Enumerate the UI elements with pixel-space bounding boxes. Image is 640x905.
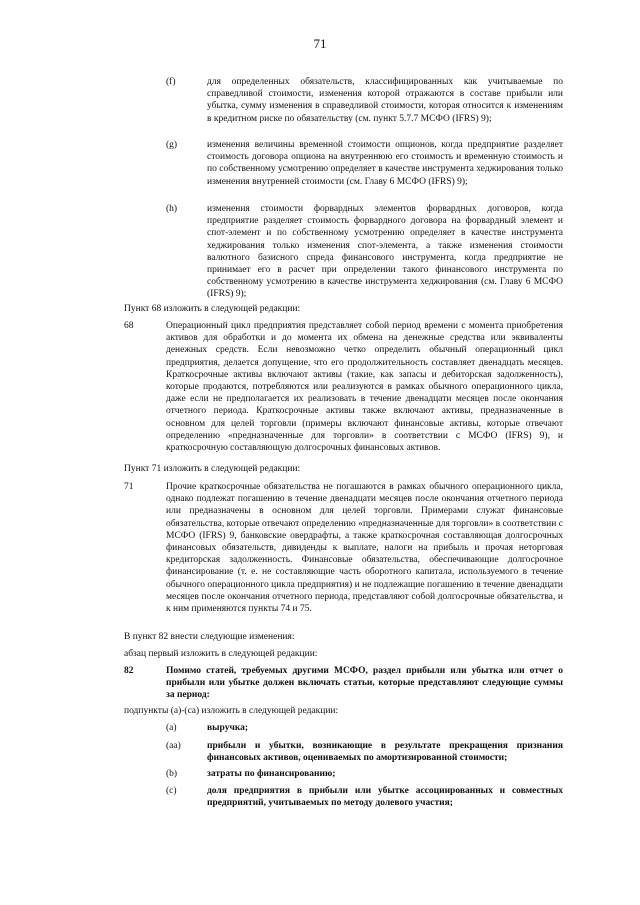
item-a-label: (a)	[166, 723, 177, 733]
para-71-number: 71	[124, 482, 134, 492]
para-68-number: 68	[124, 321, 134, 331]
item-b-label: (b)	[166, 769, 178, 779]
item-g-label: (g)	[166, 140, 178, 150]
para-68-text: Операционный цикл предприятия представляет собой период времени с момента приобретения активов для обработки и до момента их обмена на денежные средства или эквиваленты денежных средств. Если невозможно четко определить обычный операционный цикл предприятия, делается допущение, что его продолжительность составляет двенадцать месяцев. Краткосрочные активы включают активы (такие, как запасы и дебиторская задолженность), которые продаются, потребляются или реализуются в рамках обычного операционного цикла, даже если не предполагается их реализовать в течение двенадцати месяцев после окончания отчетного периода. Краткосрочные активы также включают активы, предназначенные в основном для целей торговли (примеры включают финансовые активы, которые отвечают определению «предназначенные для торговли» в соответствии с МСФО (IFRS) 9), и краткосрочную составляющую долгосрочных финансовых активов.	[166, 321, 563, 454]
item-c-text: доля предприятия в прибыли или убытке ассоциированных и совместных предприятий, учитываемых по методу долевого участия;	[207, 786, 563, 809]
instruction-82: В пункт 82 внести следующие изменения:	[124, 632, 295, 642]
para-71-text: Прочие краткосрочные обязательства не погашаются в рамках обычного операционного цикла, однако подлежат погашению в течение двенадцати месяцев после окончания отчетного периода или предназначены в основном для целей торговли. Примерами служат финансовые обязательства, которые отвечают определению «предназначенные для торговли» в соответствии с МСФО (IFRS) 9, банковские овердрафты, а также краткосрочная составляющая долгосрочных финансовых обязательств, дивиденды к выплате, налоги на прибыль и прочая неторговая кредиторская задолженность. Финансовые обязательства, обеспечивающие долгосрочное финансирование (т. е. не составляющие часть оборотного капитала, используемого в течение обычного операционного цикла предприятия) и не подлежащие погашению в течение двенадцати месяцев после окончания отчетного периода, представляют собой долгосрочные обязательства, и к ним применяются пункты 74 и 75.	[166, 482, 563, 615]
item-c-label: (c)	[166, 786, 177, 796]
para-82-number: 82	[124, 666, 134, 676]
item-f-label: (f)	[166, 77, 176, 87]
instruction-subitems: подпункты (a)-(ca) изложить в следующей редакции:	[124, 706, 339, 716]
instruction-82-first-paragraph: абзац первый изложить в следующей редакции:	[124, 649, 318, 659]
item-b-text: затраты по финансированию;	[207, 769, 336, 779]
item-g-text: изменения величины временной стоимости опционов, когда предприятие разделяет стоимость договора опциона на внутреннюю его стоимость и временную стоимость и по собственному усмотрению определяет в качестве инструмента хеджирования только изменения внутренней стоимости (см. Главу 6 МСФО (IFRS) 9);	[207, 140, 563, 187]
para-82-text: Помимо статей, требуемых другими МСФО, раздел прибыли или убытка или отчет о прибыли или убытке должен включать статьи, которые представляют следующие суммы за период:	[166, 666, 563, 701]
item-aa-text: прибыли и убытки, возникающие в результате прекращения признания финансовых активов, оцениваемых по амортизированной стоимости;	[207, 741, 563, 764]
item-h-text: изменения стоимости форвардных элементов форвардных договоров, когда предприятие разделяет стоимость форвардного договора на форвардный элемент и спот-элемент и по собственному усмотрению определяет в качестве инструмента хеджирования только изменения спот-элемента, а также изменения стоимости валютного базисного спреда финансового инструмента, когда предприятие не принимает его в расчет при определении такого финансового инструмента по собственному усмотрению в качестве инструмента хеджирования (см. Главу 6 МСФО (IFRS) 9);	[207, 204, 563, 300]
item-aa-label: (aa)	[166, 741, 181, 751]
instruction-71: Пункт 71 изложить в следующей редакции:	[124, 464, 301, 474]
item-a-text: выручка;	[207, 723, 249, 733]
instruction-68: Пункт 68 изложить в следующей редакции:	[124, 304, 301, 314]
item-f-text: для определенных обязательств, классифицированных как учитываемые по справедливой стоимости, изменения которой отражаются в составе прибыли или убытка, сумму изменения в справедливой стоимости, которая относится к изменениям в кредитном риске по обязательству (см. пункт 5.7.7 МСФО (IFRS) 9);	[207, 77, 563, 124]
item-h-label: (h)	[166, 204, 178, 214]
page-number: 71	[313, 36, 327, 51]
